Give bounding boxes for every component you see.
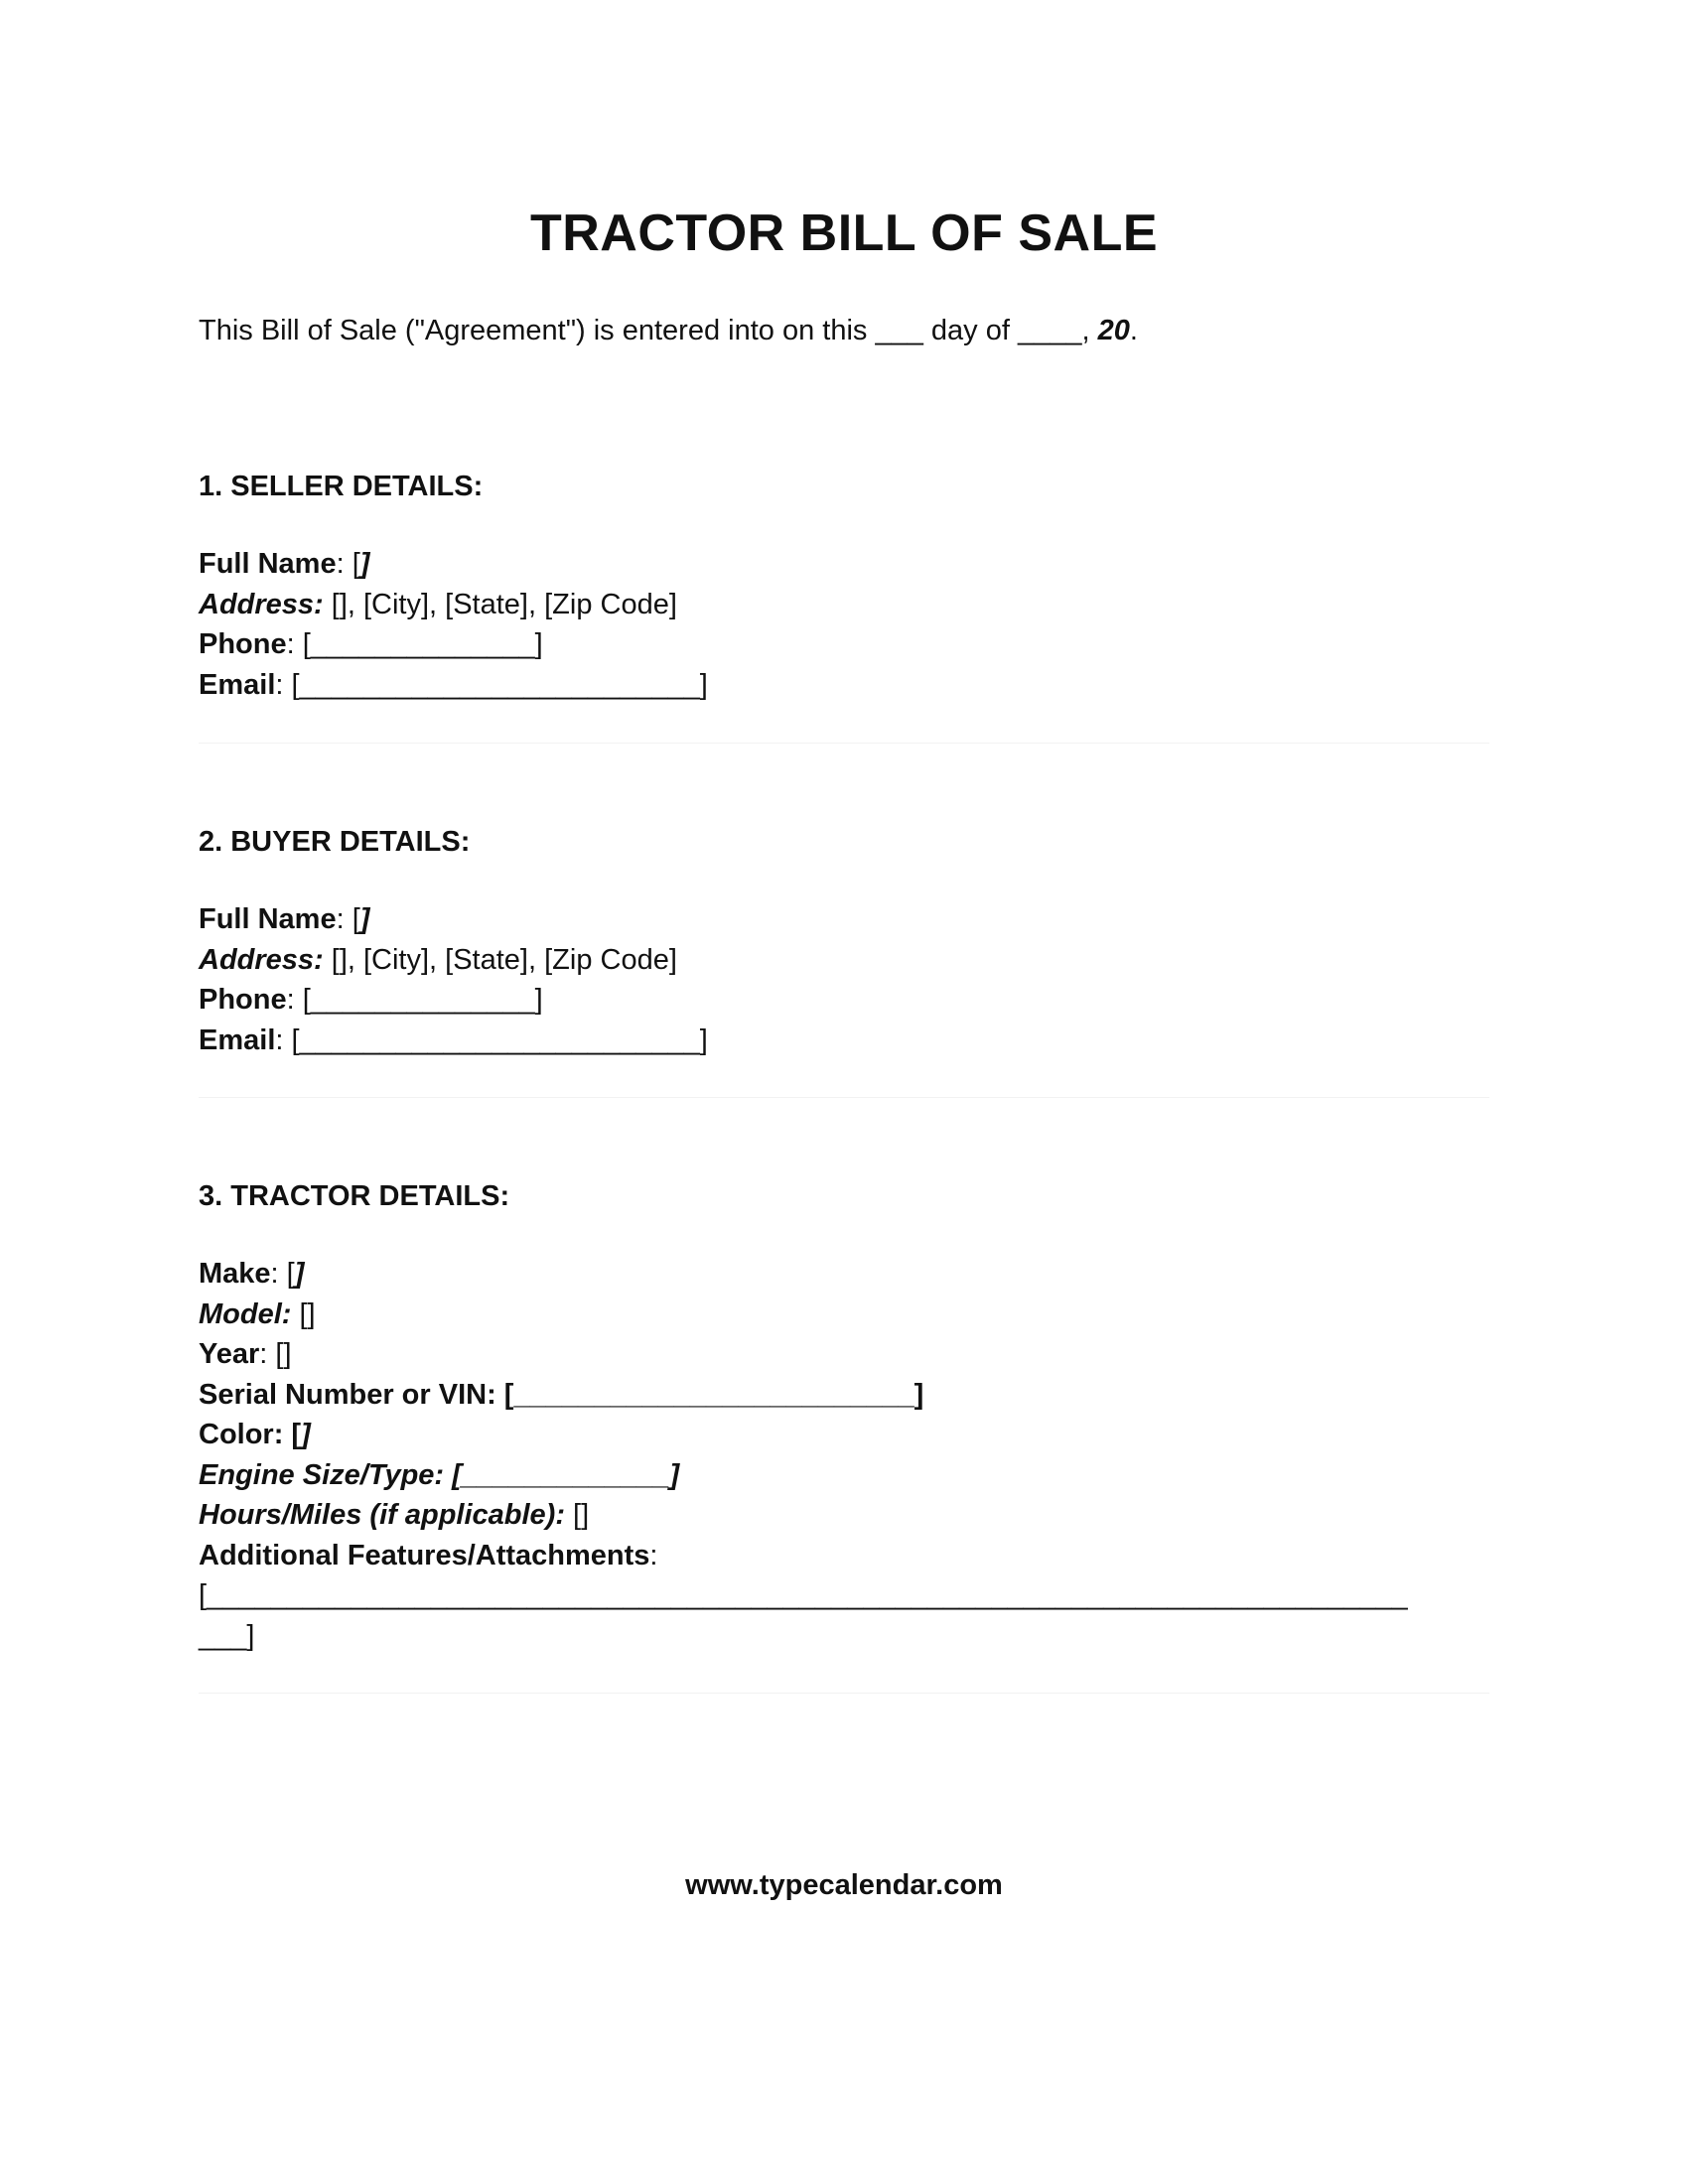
tractor-engine-label: Engine Size/Type: bbox=[199, 1458, 445, 1491]
buyer-address-label: Address: bbox=[199, 943, 324, 976]
section-divider bbox=[199, 1693, 1489, 1694]
tractor-features-blank-line-1: [___________________________________________________________________________ bbox=[199, 1579, 1408, 1611]
buyer-address-value: [], [City], [State], [Zip Code] bbox=[323, 943, 677, 976]
seller-heading: 1. SELLER DETAILS: bbox=[199, 471, 484, 502]
seller-phone-label: Phone bbox=[199, 628, 287, 660]
seller-full-name-close: ] bbox=[359, 548, 370, 580]
tractor-model-label: Model: bbox=[199, 1297, 292, 1330]
tractor-hours-label: Hours/Miles (if applicable): bbox=[199, 1499, 565, 1531]
seller-phone-field bbox=[199, 624, 1489, 665]
buyer-full-name-field bbox=[199, 899, 1489, 940]
document-title: TRACTOR BILL OF SALE bbox=[529, 205, 1159, 262]
tractor-section bbox=[199, 1176, 1489, 1656]
buyer-email-label: Email bbox=[199, 1024, 276, 1056]
seller-phone-value: : [______________] bbox=[286, 628, 543, 660]
tractor-year-label: Year bbox=[199, 1338, 260, 1370]
tractor-year-value: : [] bbox=[259, 1338, 292, 1370]
tractor-heading: 3. TRACTOR DETAILS: bbox=[199, 1180, 510, 1212]
tractor-serial-field bbox=[199, 1375, 1489, 1416]
seller-email-field bbox=[199, 665, 1489, 706]
tractor-year-field bbox=[199, 1334, 1489, 1375]
intro-text: This Bill of Sale ("Agreement") is entered into on this ___ day of ____, bbox=[199, 315, 1090, 346]
section-divider bbox=[199, 1097, 1489, 1098]
tractor-model-field bbox=[199, 1295, 1489, 1335]
seller-address-label: Address: bbox=[199, 588, 324, 620]
buyer-phone-field bbox=[199, 980, 1489, 1021]
tractor-engine-field bbox=[199, 1455, 1489, 1496]
buyer-address-field bbox=[199, 940, 1489, 981]
tractor-features-blank-line-2: ___] bbox=[199, 1619, 255, 1652]
buyer-section bbox=[199, 822, 1489, 1060]
intro-paragraph bbox=[199, 312, 1138, 349]
section-divider bbox=[199, 743, 1489, 744]
buyer-full-name-label: Full Name bbox=[199, 903, 337, 935]
tractor-color-label: Color: [ bbox=[199, 1419, 302, 1450]
tractor-color-field bbox=[199, 1415, 1489, 1455]
seller-address-field bbox=[199, 585, 1489, 625]
tractor-make-label: Make bbox=[199, 1258, 271, 1290]
tractor-engine-value: [_____________] bbox=[444, 1458, 680, 1491]
tractor-hours-field bbox=[199, 1495, 1489, 1536]
seller-full-name-open: : [ bbox=[336, 548, 360, 580]
buyer-full-name-close: ] bbox=[359, 903, 370, 935]
buyer-heading: 2. BUYER DETAILS: bbox=[199, 826, 471, 858]
seller-address-value: [], [City], [State], [Zip Code] bbox=[323, 588, 677, 620]
tractor-serial-value: [_________________________] bbox=[495, 1378, 924, 1411]
tractor-make-open: : [ bbox=[270, 1258, 295, 1290]
buyer-email-value: : [_________________________] bbox=[275, 1024, 708, 1056]
seller-email-value: : [_________________________] bbox=[275, 668, 708, 701]
tractor-features-field bbox=[199, 1536, 1489, 1576]
tractor-make-close: ] bbox=[294, 1258, 305, 1290]
tractor-hours-value: [] bbox=[565, 1499, 590, 1531]
buyer-full-name-open: : [ bbox=[336, 903, 360, 935]
tractor-color-close: ] bbox=[301, 1419, 311, 1450]
buyer-phone-label: Phone bbox=[199, 984, 287, 1016]
tractor-features-label: Additional Features/Attachments bbox=[199, 1539, 650, 1571]
intro-period: . bbox=[1129, 315, 1138, 346]
seller-email-label: Email bbox=[199, 668, 276, 701]
buyer-phone-value: : [______________] bbox=[286, 984, 543, 1016]
buyer-email-field bbox=[199, 1021, 1489, 1061]
tractor-make-field bbox=[199, 1254, 1489, 1295]
seller-section bbox=[199, 467, 1489, 705]
tractor-features-colon: : bbox=[649, 1539, 658, 1571]
footer-website: www.typecalendar.com bbox=[685, 1869, 1003, 1901]
intro-year: 20 bbox=[1097, 315, 1130, 346]
seller-full-name-label: Full Name bbox=[199, 548, 337, 580]
tractor-serial-label: Serial Number or VIN: bbox=[199, 1378, 496, 1411]
seller-full-name-field bbox=[199, 544, 1489, 585]
tractor-model-value: [] bbox=[291, 1297, 316, 1330]
